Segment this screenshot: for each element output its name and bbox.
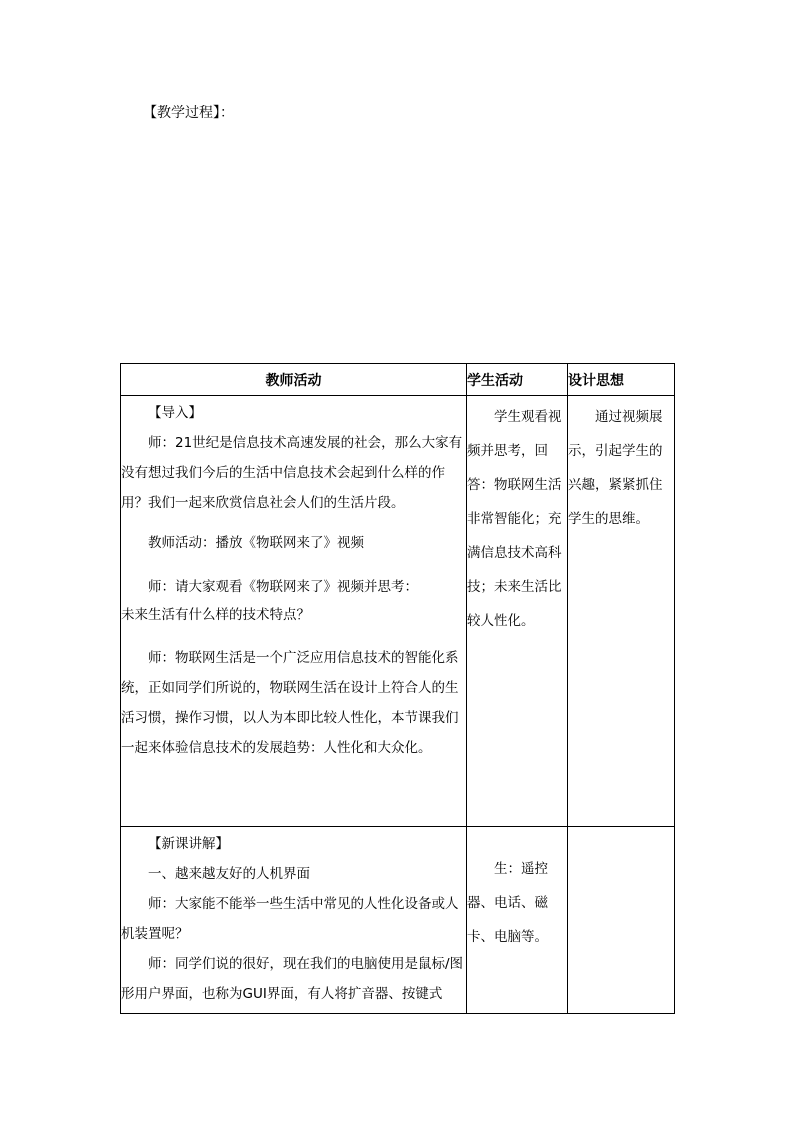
iot-summary: 师：物联网生活是一个广泛应用信息技术的智能化系统，正如同学们所说的，物联网生活在设计上符合人的生活习惯，操作习惯，以人为本即比较人性化，本节课我们一起来体验信息技术的发展趋势：人性化和大众化。: [121, 650, 459, 756]
student-cell-new-lesson: [467, 827, 568, 1014]
teacher-cell-new-lesson: [121, 827, 467, 1014]
teacher-explanation: 师：同学们说的很好，现在我们的电脑使用是鼠标/图形用户界面，也称为GUI界面，有人将扩音器、按键式: [121, 956, 464, 1002]
teacher-cell-intro: [121, 396, 467, 827]
header-design-idea: 设计思想: [568, 364, 675, 396]
intro-label: 【导入】: [148, 405, 202, 421]
design-cell-intro: [568, 396, 675, 827]
design-cell-new-lesson: [568, 827, 675, 1014]
table-row: [121, 396, 675, 827]
table-row: [121, 827, 675, 1014]
teacher-activity-video: 教师活动：播放《物联网来了》视频: [148, 535, 364, 551]
watch-question: 未来生活有什么样的技术特点？: [121, 607, 310, 623]
teacher-question: 师：大家能不能举一些生活中常见的人性化设备或人机装置呢？: [121, 896, 459, 942]
header-teacher-activity: 教师活动: [121, 364, 467, 396]
intro-paragraph: 师：21世纪是信息技术高速发展的社会，那么大家有没有想过我们今后的生活中信息技术会起到什么样的作用？我们一起来欣赏信息社会人们的生活片段。: [121, 435, 463, 511]
design-idea-intro: 通过视频展示，引起学生的兴趣，紧紧抓住学生的思维。: [568, 409, 663, 527]
student-response-intro: 学生观看视频并思考，回答：物联网生活非常智能化；充满信息技术高科技；未来生活比较人性化。: [467, 409, 562, 629]
student-response-new-lesson: 生：遥控器、电话、磁卡、电脑等。: [467, 861, 548, 945]
section-heading: 【教学过程】：: [143, 105, 234, 121]
table-header-row: [121, 364, 675, 396]
watch-prompt: 师：请大家观看《物联网来了》视频并思考：: [148, 579, 418, 595]
header-student-activity: 学生活动: [467, 364, 568, 396]
student-cell-intro: [467, 396, 568, 827]
lesson-table: [120, 363, 675, 1014]
new-lesson-label: 【新课讲解】: [148, 836, 229, 852]
topic-heading: 一、越来越友好的人机界面: [148, 866, 310, 882]
